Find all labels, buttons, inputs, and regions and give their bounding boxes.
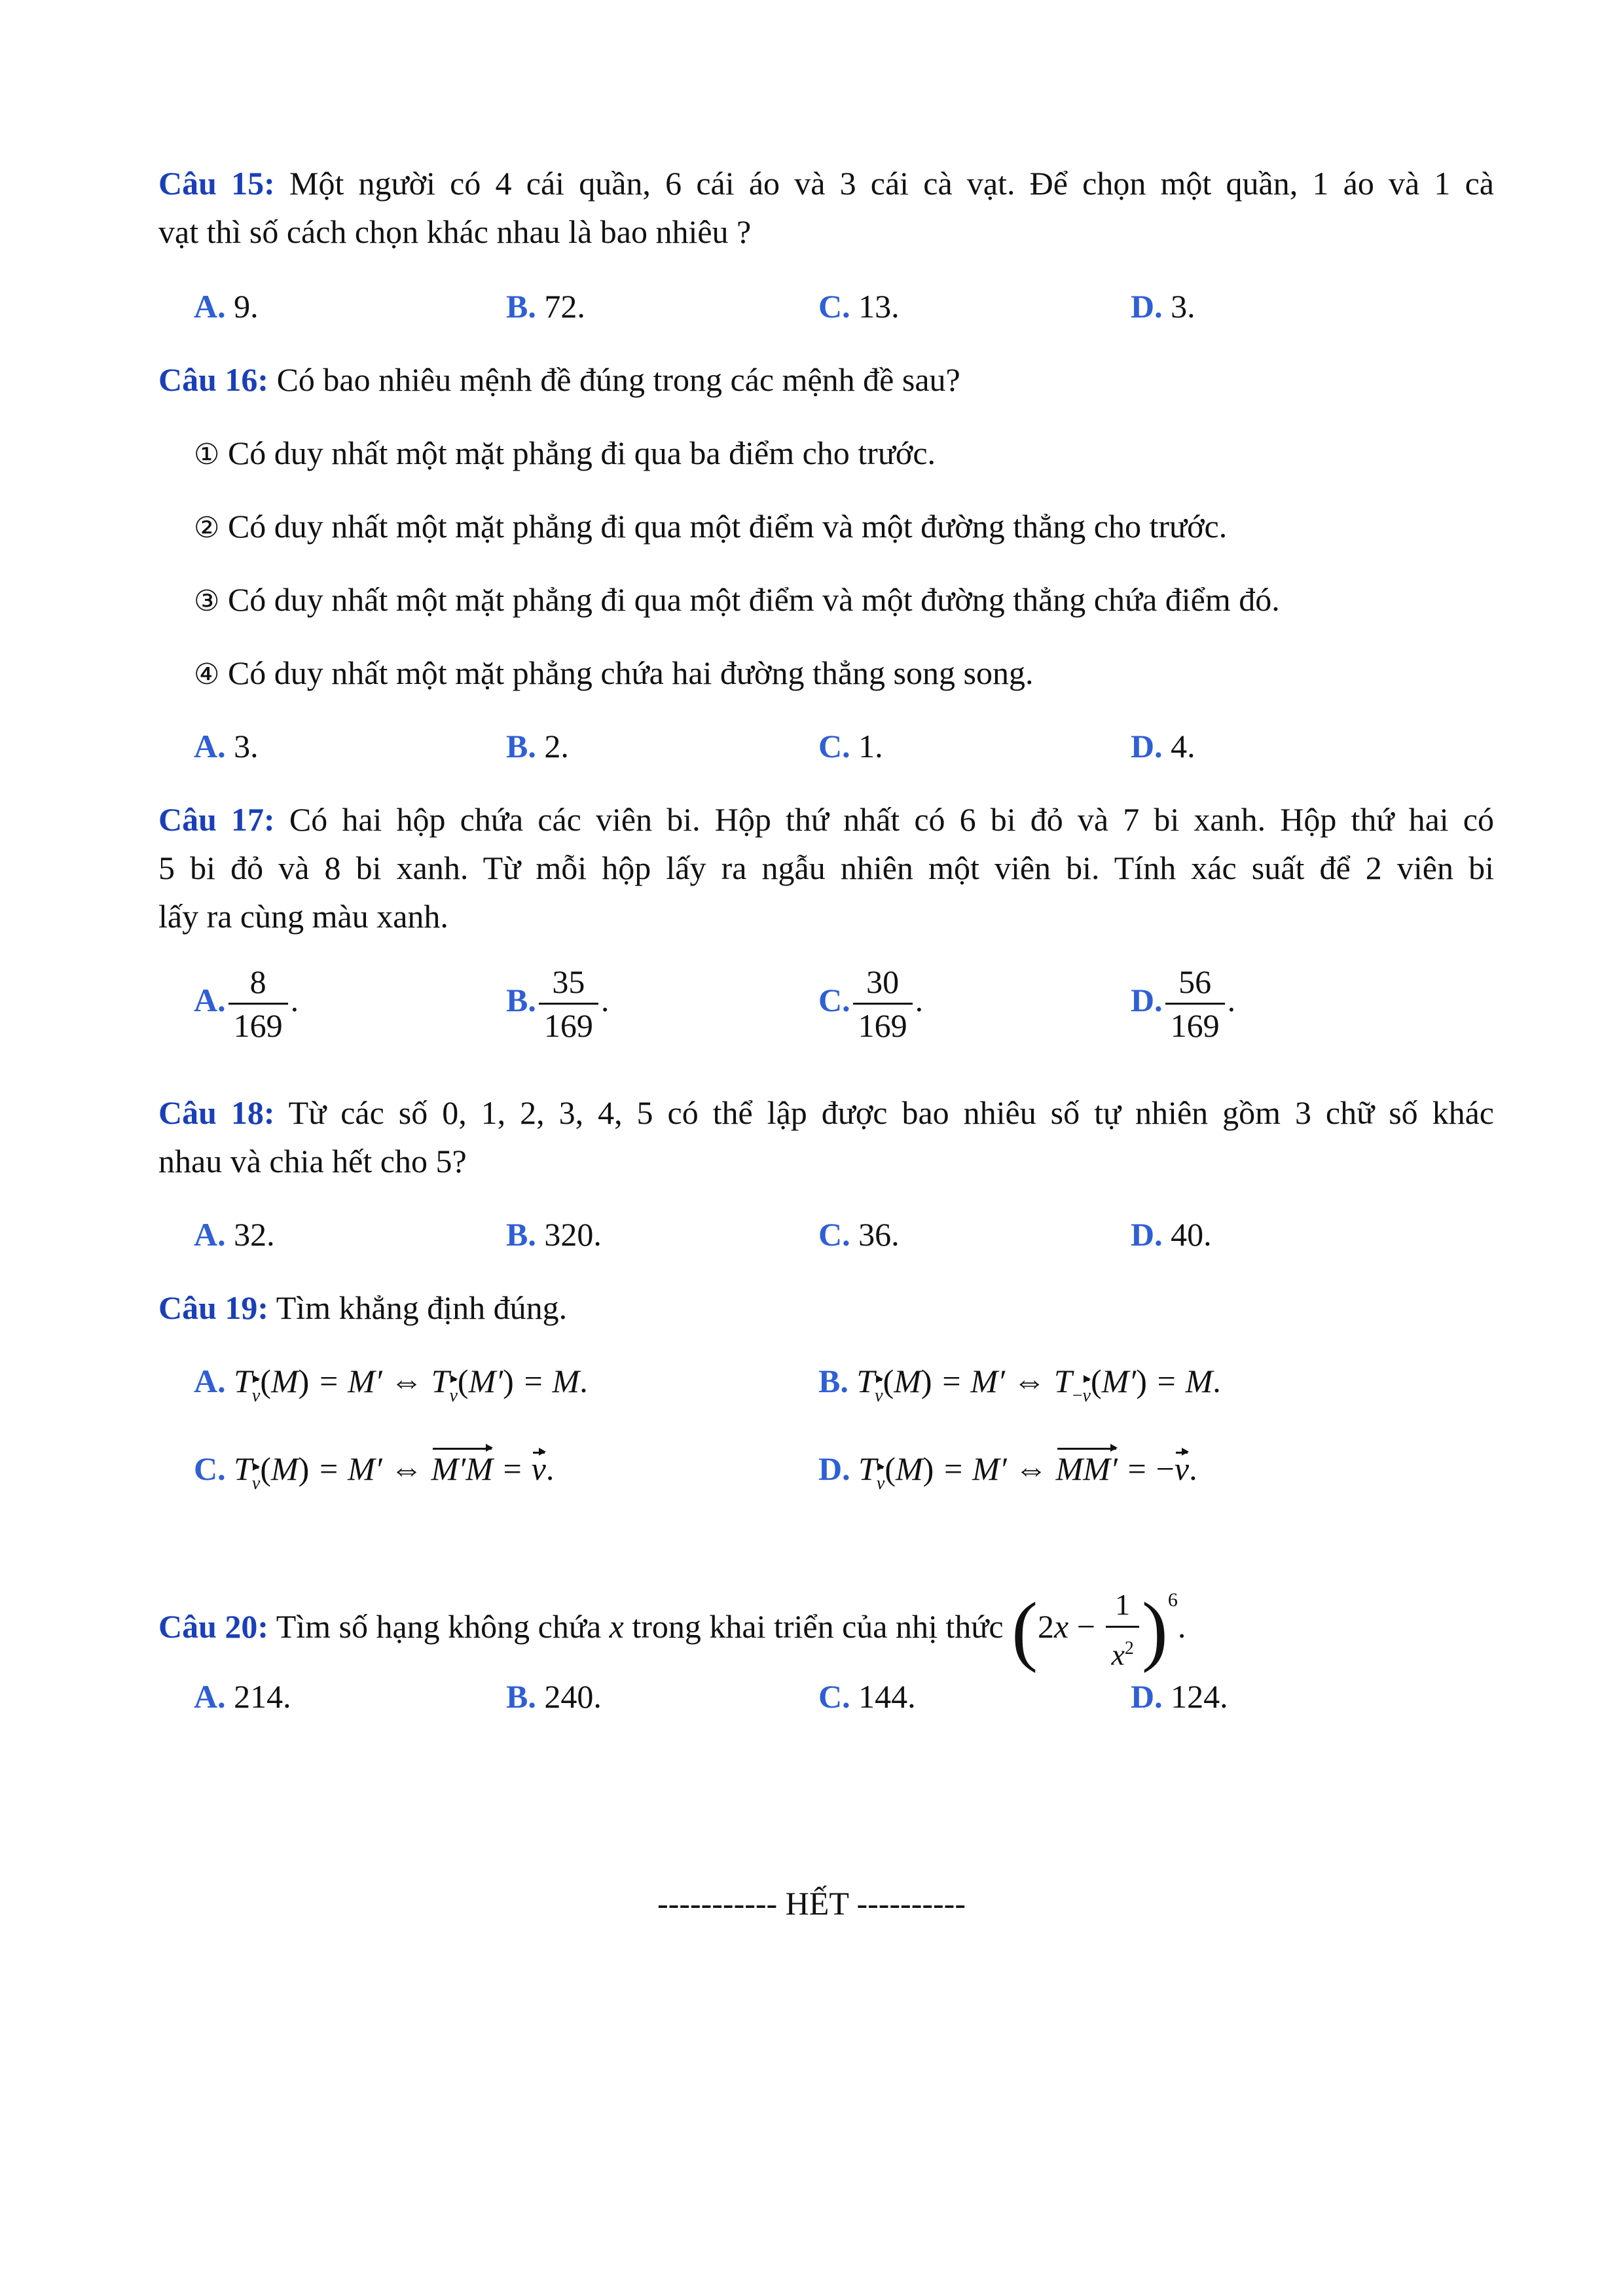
question-text: Có bao nhiêu mệnh đề đúng trong các mệnh đề sau? — [276, 361, 960, 398]
question-text: Tìm số hạng không chứa — [276, 1608, 602, 1645]
question-text-middle: trong khai triển của nhị thức — [632, 1608, 1004, 1645]
option-text: 144. — [858, 1678, 916, 1715]
statement-text: Có duy nhất một mặt phẳng đi qua một điểm và một đường thẳng cho trước. — [227, 508, 1228, 545]
circled-two-icon: ② — [194, 511, 220, 545]
circled-four-icon: ④ — [194, 658, 220, 691]
fraction — [228, 961, 288, 1047]
numerator: 56 — [1178, 963, 1212, 1000]
option-label: D. — [1131, 728, 1163, 764]
fraction — [853, 961, 913, 1047]
end-marker: ----------- HẾT ---------- — [657, 1885, 966, 1922]
option-b[interactable] — [506, 961, 609, 1047]
option-c[interactable]: C. $T_v(M) = M'$ ⇔ M′M = v. — [194, 1445, 554, 1507]
option-label: D. — [1131, 981, 1163, 1018]
question-17 — [158, 796, 1494, 843]
question-label: Câu 15: — [158, 165, 275, 202]
option-c[interactable] — [818, 1211, 900, 1258]
option-text: 214. — [234, 1678, 291, 1715]
option-text: 2. — [544, 728, 569, 764]
option-label: B. — [506, 728, 536, 764]
numerator: 30 — [866, 963, 900, 1000]
option-label: B. — [818, 1363, 848, 1399]
numerator: 8 — [249, 963, 266, 1000]
option-d[interactable] — [1131, 961, 1235, 1047]
numerator: 35 — [552, 963, 585, 1000]
option-a[interactable] — [194, 1211, 275, 1258]
option-a[interactable] — [194, 961, 299, 1047]
option-b[interactable] — [506, 1673, 602, 1720]
fraction — [539, 961, 598, 1047]
option-text: 3. — [234, 728, 259, 764]
option-label: D. — [1131, 288, 1163, 325]
option-tail: . — [1227, 981, 1236, 1018]
option-tail: . — [600, 981, 610, 1018]
question-15-line2: vạt thì số cách chọn khác nhau là bao nhiêu ? — [158, 213, 752, 250]
option-label: C. — [818, 728, 850, 764]
question-label: Câu 16: — [158, 361, 269, 398]
option-label: D. — [818, 1450, 850, 1487]
option-label: C. — [194, 1450, 226, 1487]
denominator: 169 — [539, 1003, 598, 1047]
option-d[interactable] — [1131, 283, 1195, 330]
option-label: A. — [194, 1678, 226, 1715]
fraction — [1165, 961, 1225, 1047]
question-label: Câu 18: — [158, 1094, 275, 1131]
option-text: 3. — [1171, 288, 1195, 325]
variable-x: x — [609, 1608, 624, 1645]
option-text: 72. — [544, 288, 585, 325]
question-17-line2: 5 bi đỏ và 8 bi xanh. Từ mỗi hộp lấy ra ngẫu nhiên một viên bi. Tính xác suất để 2 viên bi — [158, 850, 1494, 886]
option-text: 32. — [234, 1216, 275, 1253]
option-label: B. — [506, 981, 536, 1018]
option-text: 40. — [1171, 1216, 1212, 1253]
option-label: B. — [506, 1678, 536, 1715]
option-label: D. — [1131, 1678, 1163, 1715]
option-text: 1. — [858, 728, 883, 764]
option-label: C. — [818, 1678, 850, 1715]
option-label: C. — [818, 288, 850, 325]
option-label: B. — [506, 1216, 536, 1253]
option-b[interactable]: B. $T_v(M) = M'$ ⇔ $T_{-v}(M') = M$. — [818, 1357, 1221, 1420]
option-b[interactable] — [506, 1211, 602, 1258]
question-16 — [158, 356, 1494, 403]
option-text: 36. — [858, 1216, 900, 1253]
option-label: D. — [1131, 1216, 1163, 1253]
option-a[interactable] — [194, 1673, 291, 1720]
option-label: A. — [194, 981, 226, 1018]
option-text: 240. — [544, 1678, 602, 1715]
option-label: A. — [194, 728, 226, 764]
denominator: 169 — [853, 1003, 913, 1047]
option-d[interactable]: D. $T_v(M) = M'$ ⇔ MM′ = −v. — [818, 1445, 1197, 1507]
option-a[interactable] — [194, 283, 259, 330]
statement-3 — [194, 576, 1529, 625]
denominator: 169 — [1165, 1003, 1225, 1047]
question-18-line2: nhau và chia hết cho 5? — [158, 1143, 467, 1179]
question-19 — [158, 1284, 1494, 1331]
option-b[interactable] — [506, 723, 569, 770]
option-text: 320. — [544, 1216, 602, 1253]
option-c[interactable] — [818, 723, 883, 770]
option-tail: . — [290, 981, 299, 1018]
binomial-expression: (2x − $\frac{1}{x^2}$ )$^6$. — [1012, 1608, 1186, 1645]
option-label: C. — [818, 981, 850, 1018]
option-c[interactable] — [818, 961, 923, 1047]
statement-text: Có duy nhất một mặt phẳng đi qua ba điểm cho trước. — [227, 435, 936, 471]
statement-text: Có duy nhất một mặt phẳng đi qua một điểm và một đường thẳng chứa điểm đó. — [227, 581, 1280, 618]
denominator: 169 — [228, 1003, 288, 1047]
option-label: A. — [194, 1363, 226, 1399]
option-label: B. — [506, 288, 536, 325]
option-label: C. — [818, 1216, 850, 1253]
option-d[interactable] — [1131, 1211, 1212, 1258]
question-text: Có hai hộp chứa các viên bi. Hộp thứ nhất có 6 bi đỏ và 7 bi xanh. Hộp thứ hai có — [289, 801, 1495, 838]
question-text: Từ các số 0, 1, 2, 3, 4, 5 có thể lập được bao nhiêu số tự nhiên gồm 3 chữ số khác — [288, 1094, 1494, 1131]
question-15 — [158, 160, 1494, 207]
option-tail: . — [915, 981, 924, 1018]
option-d[interactable] — [1131, 1673, 1228, 1720]
question-label: Câu 17: — [158, 801, 275, 838]
option-text: 124. — [1171, 1678, 1228, 1715]
option-text: 4. — [1171, 728, 1195, 764]
question-18 — [158, 1089, 1494, 1136]
statement-1 — [194, 429, 1529, 478]
option-a[interactable]: A. $T_v(M) = M'$ ⇔ $T_v(M') = M$. — [194, 1357, 588, 1420]
question-text: Một người có 4 cái quần, 6 cái áo và 3 cái cà vạt. Để chọn một quần, 1 áo và 1 cà — [289, 165, 1494, 202]
statement-4 — [194, 649, 1529, 698]
circled-three-icon: ③ — [194, 584, 220, 618]
question-text: Tìm khẳng định đúng. — [276, 1289, 568, 1326]
option-a[interactable] — [194, 723, 259, 770]
option-label: A. — [194, 1216, 226, 1253]
option-d[interactable] — [1131, 723, 1195, 770]
statement-text: Có duy nhất một mặt phẳng chứa hai đường thẳng song song. — [227, 655, 1034, 691]
question-20 — [158, 1551, 1494, 1676]
question-17-line3: lấy ra cùng màu xanh. — [158, 898, 448, 935]
statement-2 — [194, 503, 1529, 552]
option-b[interactable] — [506, 283, 585, 330]
option-c[interactable] — [818, 1673, 916, 1720]
question-label: Câu 20: — [158, 1608, 269, 1645]
option-text: 13. — [858, 288, 900, 325]
circled-one-icon: ① — [194, 438, 220, 471]
option-text: 9. — [234, 288, 259, 325]
question-label: Câu 19: — [158, 1289, 269, 1326]
option-c[interactable] — [818, 283, 900, 330]
option-label: A. — [194, 288, 226, 325]
